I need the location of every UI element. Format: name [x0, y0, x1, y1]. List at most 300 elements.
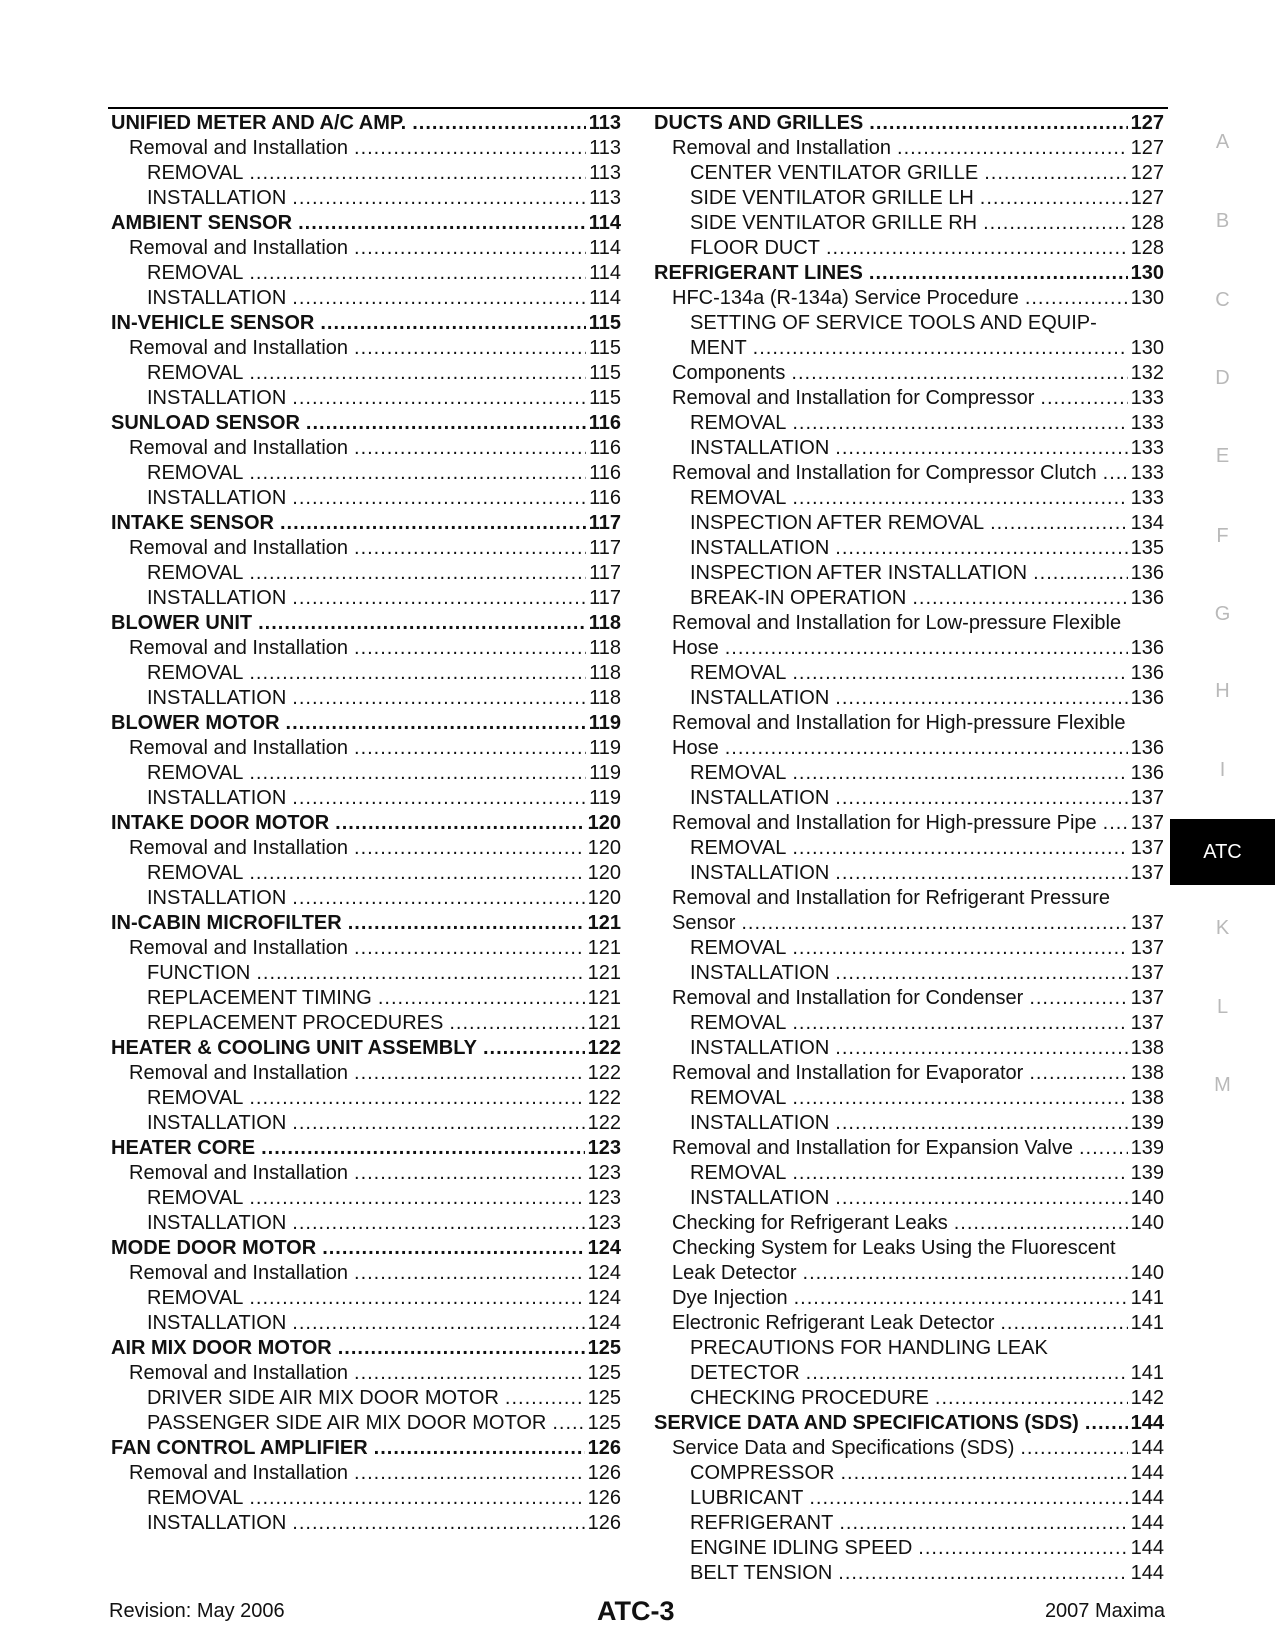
toc-entry-title: SIDE VENTILATOR GRILLE RH	[690, 212, 978, 234]
toc-entry[interactable]	[111, 1361, 621, 1386]
toc-entry-page: 136	[1130, 762, 1164, 784]
toc-entry-title: Checking System for Leaks Using the Fluorescent	[672, 1237, 1116, 1259]
toc-entry-page: 119	[589, 737, 621, 759]
toc-leader-dots	[354, 836, 585, 861]
toc-entry[interactable]	[111, 961, 621, 986]
toc-entry[interactable]	[654, 736, 1164, 761]
toc-entry-title: Removal and Installation for High-pressure Pipe	[672, 812, 1097, 834]
toc-entry-page: 138	[1130, 1062, 1164, 1084]
toc-entry-title: HEATER & COOLING UNIT ASSEMBLY	[111, 1037, 477, 1059]
toc-entry[interactable]	[654, 936, 1164, 961]
toc-entry-title: INSTALLATION	[147, 387, 287, 409]
toc-entry-page: 123	[587, 1162, 621, 1184]
toc-leader-dots	[292, 1511, 584, 1536]
toc-entry[interactable]	[654, 1236, 1164, 1261]
toc-leader-dots	[980, 186, 1128, 211]
toc-leader-dots	[725, 736, 1128, 761]
toc-entry-title: Removal and Installation	[129, 1062, 349, 1084]
toc-entry[interactable]	[654, 1086, 1164, 1111]
toc-entry-page: 120	[587, 887, 621, 909]
toc-entry[interactable]	[654, 886, 1164, 911]
toc-entry-title: REMOVAL	[147, 362, 244, 384]
toc-leader-dots	[320, 311, 585, 336]
toc-entry-page: 125	[587, 1412, 621, 1434]
toc-leader-dots	[292, 1111, 584, 1136]
toc-leader-dots	[792, 661, 1127, 686]
section-tab-c[interactable]: C	[1215, 289, 1230, 311]
toc-entry[interactable]	[111, 1061, 621, 1086]
toc-entry-title: ENGINE IDLING SPEED	[690, 1537, 913, 1559]
toc-entry-page: 122	[587, 1112, 621, 1134]
toc-entry[interactable]	[654, 1111, 1164, 1136]
header-rule	[108, 107, 1168, 109]
toc-entry-title: INSTALLATION	[147, 787, 287, 809]
toc-entry[interactable]	[654, 711, 1164, 736]
toc-entry[interactable]	[654, 986, 1164, 1011]
footer-page-id: ATC-3	[597, 1596, 675, 1626]
toc-entry[interactable]	[654, 811, 1164, 836]
toc-leader-dots	[935, 1386, 1128, 1411]
toc-leader-dots	[249, 861, 584, 886]
toc-leader-dots	[354, 536, 586, 561]
toc-entry-page: 127	[1130, 187, 1164, 209]
toc-entry-title: MENT	[690, 337, 747, 359]
toc-entry-page: 124	[587, 1312, 621, 1334]
toc-leader-dots	[354, 1161, 585, 1186]
toc-entry-title: INSPECTION AFTER REMOVAL	[690, 512, 985, 534]
toc-leader-dots	[1020, 1436, 1127, 1461]
toc-entry-page: 128	[1130, 212, 1164, 234]
toc-entry[interactable]	[654, 1436, 1164, 1461]
toc-entry[interactable]	[111, 636, 621, 661]
toc-leader-dots	[792, 411, 1127, 436]
toc-entry[interactable]	[111, 661, 621, 686]
toc-leader-dots	[983, 211, 1128, 236]
toc-leader-dots	[249, 261, 586, 286]
toc-leader-dots	[354, 636, 586, 661]
toc-entry[interactable]	[111, 1411, 621, 1436]
toc-entry[interactable]	[654, 336, 1164, 361]
toc-entry[interactable]	[111, 411, 621, 436]
toc-entry-title: INSTALLATION	[690, 537, 830, 559]
toc-entry-title: Removal and Installation	[129, 1162, 349, 1184]
toc-entry[interactable]	[111, 311, 621, 336]
toc-entry[interactable]	[111, 1011, 621, 1036]
toc-leader-dots	[298, 211, 586, 236]
toc-entry-page: 124	[587, 1262, 621, 1284]
toc-entry-page: 113	[589, 187, 621, 209]
toc-entry[interactable]	[111, 1086, 621, 1111]
toc-entry[interactable]	[654, 586, 1164, 611]
toc-entry-page: 141	[1130, 1287, 1164, 1309]
toc-entry-page: 121	[587, 937, 621, 959]
section-tab-b[interactable]: B	[1215, 210, 1230, 232]
toc-entry-title: Sensor	[672, 912, 736, 934]
toc-entry[interactable]	[654, 1261, 1164, 1286]
toc-entry[interactable]	[111, 861, 621, 886]
toc-entry[interactable]	[654, 1411, 1164, 1436]
toc-entry-title: INTAKE SENSOR	[111, 512, 274, 534]
toc-entry-page: 115	[588, 312, 621, 334]
toc-entry[interactable]	[111, 1286, 621, 1311]
toc-entry-page: 121	[587, 912, 621, 934]
toc-leader-dots	[835, 436, 1127, 461]
toc-entry-page: 125	[587, 1387, 621, 1409]
toc-entry[interactable]	[111, 586, 621, 611]
toc-entry-page: 126	[587, 1437, 621, 1459]
toc-entry[interactable]	[654, 386, 1164, 411]
toc-entry[interactable]	[654, 211, 1164, 236]
toc-entry-page: 114	[589, 237, 621, 259]
toc-entry[interactable]	[654, 1286, 1164, 1311]
toc-leader-dots	[792, 1161, 1127, 1186]
toc-entry[interactable]	[654, 1036, 1164, 1061]
toc-entry[interactable]	[111, 486, 621, 511]
section-tab-h[interactable]: H	[1215, 680, 1230, 702]
toc-entry[interactable]	[111, 286, 621, 311]
toc-entry[interactable]	[654, 1361, 1164, 1386]
toc-leader-dots	[249, 361, 586, 386]
section-tab-i[interactable]: I	[1219, 759, 1226, 781]
toc-entry-page: 114	[588, 212, 621, 234]
toc-entry[interactable]	[111, 986, 621, 1011]
toc-entry[interactable]	[111, 611, 621, 636]
toc-entry-title: INSTALLATION	[147, 687, 287, 709]
toc-entry-title: Removal and Installation	[129, 637, 349, 659]
toc-entry[interactable]	[111, 911, 621, 936]
toc-entry-page: 118	[589, 637, 621, 659]
toc-leader-dots	[835, 961, 1127, 986]
section-tab-l[interactable]: L	[1216, 996, 1229, 1018]
toc-entry-page: 126	[587, 1487, 621, 1509]
toc-entry[interactable]	[654, 1511, 1164, 1536]
toc-entry-page: 127	[1130, 137, 1164, 159]
toc-leader-dots	[1033, 561, 1128, 586]
toc-leader-dots	[753, 336, 1128, 361]
toc-entry-title: Removal and Installation for Low-pressure Flexible	[672, 612, 1122, 634]
toc-entry[interactable]	[654, 1136, 1164, 1161]
toc-entry[interactable]	[111, 336, 621, 361]
toc-entry-title: AIR MIX DOOR MOTOR	[111, 1337, 332, 1359]
toc-entry[interactable]	[654, 1561, 1164, 1586]
toc-entry-page: 113	[588, 112, 621, 134]
toc-entry-title: Removal and Installation	[129, 537, 349, 559]
toc-leader-dots	[374, 1436, 585, 1461]
toc-entry[interactable]	[654, 311, 1164, 336]
toc-entry[interactable]	[111, 1211, 621, 1236]
toc-entry-page: 126	[587, 1462, 621, 1484]
toc-entry-page: 144	[1130, 1462, 1164, 1484]
toc-entry-page: 122	[587, 1037, 621, 1059]
toc-entry-title: INSTALLATION	[147, 887, 287, 909]
toc-entry-page: 144	[1130, 1487, 1164, 1509]
toc-entry-title: REMOVAL	[147, 1087, 244, 1109]
toc-entry[interactable]	[654, 861, 1164, 886]
toc-entry[interactable]	[654, 361, 1164, 386]
toc-entry[interactable]	[654, 786, 1164, 811]
toc-entry-page: 138	[1130, 1037, 1164, 1059]
toc-entry[interactable]	[111, 1136, 621, 1161]
toc-entry[interactable]	[654, 1336, 1164, 1361]
toc-leader-dots	[792, 1011, 1127, 1036]
toc-entry-page: 127	[1130, 112, 1164, 134]
toc-leader-dots	[1029, 986, 1127, 1011]
toc-entry[interactable]	[654, 1186, 1164, 1211]
toc-leader-dots	[449, 1011, 584, 1036]
toc-entry[interactable]	[111, 686, 621, 711]
toc-entry[interactable]	[111, 1261, 621, 1286]
toc-entry[interactable]	[654, 1486, 1164, 1511]
toc-entry[interactable]	[111, 1161, 621, 1186]
toc-entry-title: INSTALLATION	[690, 1037, 830, 1059]
toc-entry-title: Electronic Refrigerant Leak Detector	[672, 1312, 995, 1334]
toc-entry-page: 142	[1130, 1387, 1164, 1409]
section-tab-atc[interactable]: ATC	[1170, 819, 1275, 885]
toc-leader-dots	[741, 911, 1127, 936]
toc-entry-page: 132	[1130, 362, 1164, 384]
toc-entry-title: COMPRESSOR	[690, 1462, 835, 1484]
toc-leader-dots	[256, 961, 584, 986]
toc-leader-dots	[378, 986, 585, 1011]
toc-entry[interactable]	[111, 261, 621, 286]
toc-entry[interactable]	[111, 511, 621, 536]
toc-leader-dots	[483, 1036, 585, 1061]
footer-revision: Revision: May 2006	[109, 1600, 285, 1622]
toc-entry[interactable]	[654, 1161, 1164, 1186]
toc-entry[interactable]	[111, 1486, 621, 1511]
toc-leader-dots	[835, 686, 1127, 711]
toc-entry[interactable]	[111, 786, 621, 811]
toc-entry[interactable]	[654, 286, 1164, 311]
toc-entry-title: Checking for Refrigerant Leaks	[672, 1212, 948, 1234]
toc-entry-page: 116	[589, 437, 621, 459]
toc-leader-dots	[835, 1186, 1127, 1211]
section-tab-d[interactable]: D	[1215, 367, 1230, 389]
toc-entry[interactable]	[654, 1011, 1164, 1036]
toc-entry[interactable]	[654, 261, 1164, 286]
section-tab-e[interactable]: E	[1215, 445, 1230, 467]
toc-leader-dots	[835, 1036, 1127, 1061]
toc-entry-title: Removal and Installation	[129, 1262, 349, 1284]
toc-entry-title: Leak Detector	[672, 1262, 797, 1284]
toc-entry-title: REFRIGERANT LINES	[654, 262, 863, 284]
toc-entry[interactable]	[111, 386, 621, 411]
toc-entry[interactable]	[654, 236, 1164, 261]
toc-leader-dots	[792, 836, 1127, 861]
toc-entry[interactable]	[111, 936, 621, 961]
toc-entry-title: Removal and Installation	[129, 837, 349, 859]
toc-entry[interactable]	[111, 1336, 621, 1361]
toc-entry[interactable]	[111, 1386, 621, 1411]
toc-entry[interactable]	[654, 1211, 1164, 1236]
toc-entry[interactable]	[111, 1461, 621, 1486]
toc-entry-title: UNIFIED METER AND A/C AMP.	[111, 112, 407, 134]
toc-entry[interactable]	[654, 636, 1164, 661]
toc-leader-dots	[249, 1486, 584, 1511]
toc-leader-dots	[286, 711, 586, 736]
toc-entry-page: 137	[1130, 987, 1164, 1009]
section-tab-m[interactable]: M	[1214, 1074, 1231, 1096]
toc-entry[interactable]	[111, 886, 621, 911]
toc-entry-page: 124	[587, 1237, 621, 1259]
toc-entry-title: Removal and Installation for Compressor Clutch	[672, 462, 1097, 484]
toc-entry[interactable]	[111, 561, 621, 586]
toc-leader-dots	[835, 536, 1127, 561]
toc-entry-page: 144	[1130, 1512, 1164, 1534]
toc-entry[interactable]	[654, 486, 1164, 511]
toc-entry-page: 140	[1130, 1212, 1164, 1234]
section-tab-a[interactable]: A	[1215, 131, 1230, 153]
toc-entry[interactable]	[111, 761, 621, 786]
toc-entry-page: 117	[588, 512, 621, 534]
toc-leader-dots	[1103, 461, 1128, 486]
toc-entry-page: 123	[587, 1212, 621, 1234]
toc-entry[interactable]	[654, 1061, 1164, 1086]
toc-leader-dots	[354, 336, 586, 361]
toc-entry[interactable]	[111, 1036, 621, 1061]
toc-entry-page: 117	[589, 562, 621, 584]
toc-leader-dots	[354, 436, 586, 461]
toc-entry[interactable]	[654, 1461, 1164, 1486]
toc-entry-title: IN-CABIN MICROFILTER	[111, 912, 342, 934]
section-tab-f[interactable]: F	[1216, 525, 1229, 547]
toc-entry-page: 144	[1130, 1562, 1164, 1584]
toc-entry[interactable]	[654, 611, 1164, 636]
toc-entry-title: REMOVAL	[690, 837, 787, 859]
toc-leader-dots	[249, 1186, 584, 1211]
toc-leader-dots	[840, 1461, 1127, 1486]
toc-entry-title: BLOWER MOTOR	[111, 712, 280, 734]
toc-entry-page: 137	[1130, 812, 1164, 834]
toc-entry-title: INSTALLATION	[690, 1112, 830, 1134]
toc-leader-dots	[984, 161, 1127, 186]
toc-entry[interactable]	[111, 836, 621, 861]
toc-entry-page: 123	[587, 1187, 621, 1209]
toc-entry-title: FAN CONTROL AMPLIFIER	[111, 1437, 368, 1459]
toc-leader-dots	[835, 1111, 1127, 1136]
toc-entry[interactable]	[111, 461, 621, 486]
toc-leader-dots	[1079, 1136, 1128, 1161]
toc-entry[interactable]	[111, 536, 621, 561]
toc-entry-title: REMOVAL	[147, 162, 244, 184]
toc-entry-page: 121	[587, 962, 621, 984]
toc-entry[interactable]	[111, 236, 621, 261]
toc-entry[interactable]	[654, 186, 1164, 211]
toc-entry-title: REPLACEMENT PROCEDURES	[147, 1012, 444, 1034]
toc-entry[interactable]	[111, 361, 621, 386]
toc-entry-page: 144	[1130, 1437, 1164, 1459]
toc-entry-title: INSTALLATION	[147, 1212, 287, 1234]
toc-entry-title: Removal and Installation	[129, 1362, 349, 1384]
toc-leader-dots	[348, 911, 585, 936]
toc-entry[interactable]	[111, 1236, 621, 1261]
toc-entry-title: REMOVAL	[147, 862, 244, 884]
toc-leader-dots	[869, 261, 1128, 286]
toc-entry[interactable]	[654, 911, 1164, 936]
toc-entry[interactable]	[654, 561, 1164, 586]
toc-entry-title: BLOWER UNIT	[111, 612, 253, 634]
toc-entry[interactable]	[654, 161, 1164, 186]
section-tab-k[interactable]: K	[1215, 917, 1230, 939]
toc-entry[interactable]	[654, 961, 1164, 986]
toc-leader-dots	[249, 561, 586, 586]
toc-entry-page: 135	[1130, 537, 1164, 559]
toc-entry[interactable]	[111, 186, 621, 211]
toc-leader-dots	[1000, 1311, 1127, 1336]
toc-entry[interactable]	[654, 1386, 1164, 1411]
toc-leader-dots	[838, 1561, 1127, 1586]
toc-entry[interactable]	[111, 436, 621, 461]
toc-leader-dots	[249, 161, 586, 186]
toc-entry[interactable]	[654, 686, 1164, 711]
toc-entry-title: Hose	[672, 637, 719, 659]
toc-entry[interactable]	[111, 736, 621, 761]
toc-leader-dots	[839, 1511, 1127, 1536]
toc-leader-dots	[794, 1286, 1128, 1311]
section-tab-g[interactable]: G	[1214, 603, 1231, 625]
toc-entry-page: 120	[587, 837, 621, 859]
toc-entry[interactable]	[111, 711, 621, 736]
toc-entry[interactable]	[111, 1511, 621, 1536]
toc-entry-title: LUBRICANT	[690, 1487, 804, 1509]
toc-entry-title: SETTING OF SERVICE TOOLS AND EQUIP-	[690, 312, 1097, 334]
toc-leader-dots	[292, 1211, 584, 1236]
toc-entry[interactable]	[111, 1311, 621, 1336]
toc-entry[interactable]	[654, 511, 1164, 536]
toc-entry[interactable]	[111, 161, 621, 186]
toc-leader-dots	[354, 136, 586, 161]
toc-entry[interactable]	[654, 1311, 1164, 1336]
toc-entry-page: 119	[589, 787, 621, 809]
toc-entry[interactable]	[654, 461, 1164, 486]
toc-entry[interactable]	[654, 411, 1164, 436]
toc-entry-page: 141	[1130, 1312, 1164, 1334]
toc-entry[interactable]	[111, 1111, 621, 1136]
toc-entry-title: REMOVAL	[147, 762, 244, 784]
toc-entry-title: Removal and Installation for Condenser	[672, 987, 1024, 1009]
toc-entry-title: Removal and Installation	[129, 1462, 349, 1484]
toc-entry-page: 137	[1130, 937, 1164, 959]
toc-entry[interactable]	[111, 1186, 621, 1211]
toc-entry[interactable]	[654, 536, 1164, 561]
toc-entry-title: MODE DOOR MOTOR	[111, 1237, 317, 1259]
toc-right-column	[654, 111, 1164, 1586]
toc-entry[interactable]	[111, 211, 621, 236]
toc-leader-dots	[292, 686, 586, 711]
toc-entry[interactable]	[654, 1536, 1164, 1561]
toc-entry[interactable]	[111, 136, 621, 161]
toc-entry[interactable]	[654, 111, 1164, 136]
toc-entry-page: 113	[589, 137, 621, 159]
toc-entry[interactable]	[654, 661, 1164, 686]
toc-leader-dots	[354, 236, 586, 261]
toc-entry-page: 120	[587, 862, 621, 884]
toc-entry-title: HFC-134a (R-134a) Service Procedure	[672, 287, 1019, 309]
toc-entry[interactable]	[654, 436, 1164, 461]
toc-leader-dots	[338, 1336, 585, 1361]
toc-entry[interactable]	[111, 1436, 621, 1461]
toc-entry[interactable]	[654, 136, 1164, 161]
toc-entry[interactable]	[111, 111, 621, 136]
toc-entry[interactable]	[654, 761, 1164, 786]
toc-entry-page: 137	[1130, 912, 1164, 934]
toc-entry-page: 139	[1130, 1137, 1164, 1159]
toc-entry[interactable]	[111, 811, 621, 836]
toc-entry-page: 115	[589, 362, 621, 384]
toc-leader-dots	[809, 1486, 1127, 1511]
toc-entry[interactable]	[654, 836, 1164, 861]
toc-leader-dots	[354, 1461, 585, 1486]
